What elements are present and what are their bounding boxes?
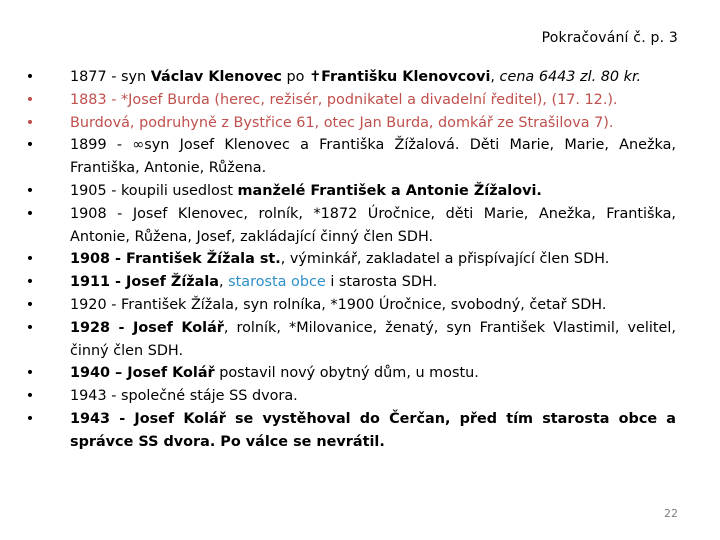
list-item — [24, 248, 676, 271]
item-text: 1899 - ∞syn Josef Klenovec a Františka Žížalová. Děti Marie, Marie, Anežka, Františka, Antonie, Růžena. — [70, 137, 676, 177]
list-item — [24, 294, 676, 317]
bullet-marker: • — [25, 91, 35, 108]
page-number: 22 — [664, 507, 678, 520]
bullet-marker: • — [25, 388, 35, 405]
list-item — [24, 271, 676, 294]
item-text: , výminkář, zakladatel a přispívající člen SDH. — [280, 251, 610, 268]
item-text: postavil nový obytný dům, u mostu. — [214, 365, 479, 382]
list-item — [24, 134, 676, 180]
bullet-marker: • — [25, 319, 35, 336]
list-item — [24, 203, 676, 249]
item-text: i starosta SDH. — [325, 274, 438, 291]
list-item — [24, 112, 676, 135]
list-item — [24, 89, 676, 112]
bullet-marker: • — [25, 114, 35, 131]
item-text: , — [218, 274, 229, 291]
item-text: cena 6443 zl. 80 kr. — [499, 69, 642, 85]
item-text: 1877 - syn — [70, 69, 151, 85]
item-text: , — [490, 69, 500, 85]
item-text: Václav Klenovec — [150, 69, 282, 85]
list-item — [24, 66, 676, 89]
item-text: 1920 - František Žížala, syn rolníka, *1900 Úročnice, svobodný, četař SDH. — [70, 296, 607, 313]
bullet-marker: • — [25, 410, 35, 427]
bullet-marker: • — [25, 365, 35, 382]
bullet-marker: • — [25, 205, 35, 222]
item-text: manželé František a Antonie Žížalovi. — [237, 182, 542, 199]
item-text: 1905 - koupili usedlost — [70, 182, 238, 199]
item-text: po — [281, 69, 310, 85]
item-text: 1943 - společné stáje SS dvora. — [70, 388, 298, 405]
item-text: Burdová, podruhyně z Bystřice 61, otec Jan Burda, domkář ze Strašilova 7). — [70, 114, 614, 131]
list-item — [24, 180, 676, 203]
item-text: ✝ — [309, 69, 322, 85]
bullet-marker: • — [25, 69, 35, 85]
list-item — [24, 385, 676, 408]
item-text: 1940 – Josef Kolář — [70, 365, 215, 382]
bullet-marker: • — [25, 137, 35, 154]
item-text: 1883 - *Josef Burda (herec, režisér, podnikatel a divadelní ředitel), (17. 12.). — [70, 91, 618, 108]
item-text: 1911 - Josef Žížala — [70, 274, 219, 291]
bullet-marker: • — [25, 296, 35, 313]
bullet-marker: • — [25, 274, 35, 291]
bullet-marker: • — [25, 182, 35, 199]
item-text: 1943 - Josef Kolář se vystěhoval do Čerčan, před tím starosta obce a správce SS dvora. Po válce se nevrátil. — [70, 410, 676, 450]
item-text: 1908 - František Žížala st. — [70, 251, 281, 268]
slide-header: Pokračování č. p. 3 — [541, 30, 678, 46]
item-text: starosta obce — [228, 274, 326, 291]
list-item — [24, 317, 676, 363]
list-item — [24, 408, 676, 454]
item-text: 1928 - Josef Kolář — [70, 319, 224, 336]
item-text: Františku Klenovcovi — [321, 69, 491, 85]
bullet-list — [24, 66, 676, 454]
item-text: , rolník, *Milovanice, ženatý, syn František Vlastimil, velitel, činný člen SDH. — [70, 319, 676, 359]
item-text: 1908 - Josef Klenovec, rolník, *1872 Úročnice, děti Marie, Anežka, Františka, Antonie, Růžena, Josef, zakládající činný člen SDH. — [70, 205, 676, 245]
bullet-marker: • — [25, 251, 35, 268]
list-item — [24, 362, 676, 385]
